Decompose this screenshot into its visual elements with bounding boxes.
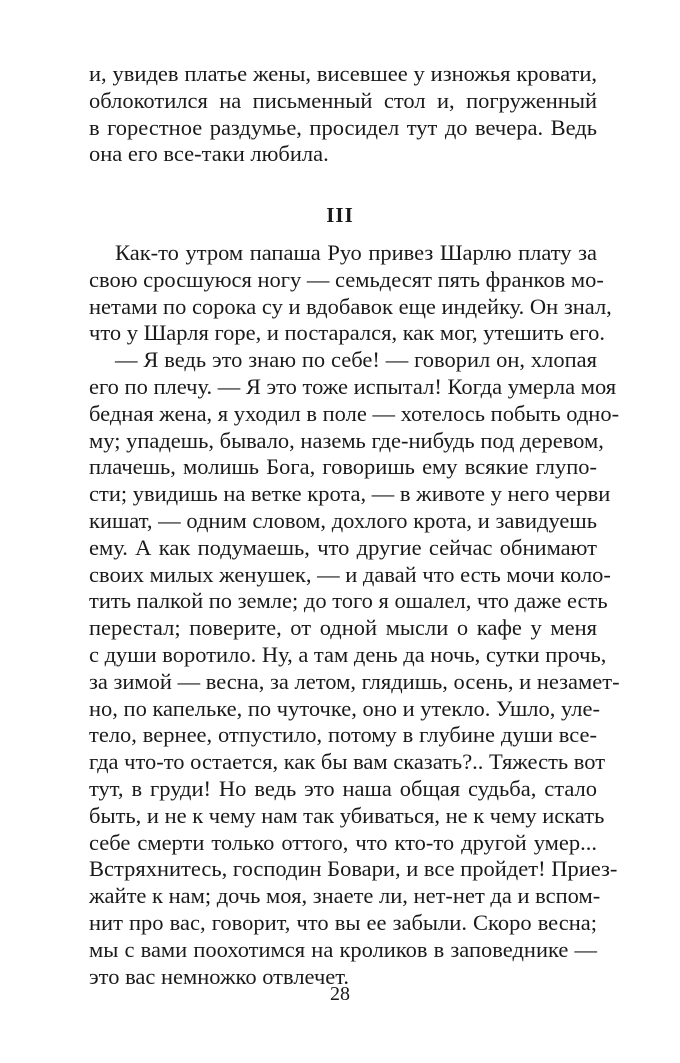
text-line: му; упадешь, бывало, наземь где-нибудь под деревом, [89,427,604,453]
text-line: и, увидев платье жены, висевшее у изножья кровати, [89,61,597,86]
text-line: плачешь, молишь Бога, говоришь ему всякие глупо- [89,454,597,480]
intro-paragraph [89,61,597,168]
text-line: она его все-таки любила. [89,141,329,167]
text-line: тить палкой по земле; до того я ошалел, что даже есть [89,588,608,614]
text-line: ему. А как подумаешь, что другие сейчас обнимают [89,534,597,560]
text-line: что у Шарля горе, и постарался, как мог, утешить его. [89,320,605,346]
text-line: с души воротило. Ну, а там день да ночь, сутки прочь, [89,641,607,667]
text-line: Встряхнитесь, господин Бовари, и все пройдет! Приез- [89,856,618,882]
text-line: но, по капельке, по чуточке, оно и утекло. Ушло, уле- [89,695,601,721]
text-line: себе смерти только оттого, что кто-то другой умер... [89,829,597,855]
text-line: нит про вас, говорит, что вы ее забыли. Скоро весна; [89,909,597,935]
chapter-body [89,240,620,990]
text-line: своих милых женушек, — и давай что есть мочи коло- [89,561,611,587]
text-line: нетами по сорока су и вдобавок еще индейку. Он знал, [89,293,612,319]
text-line: это вас немножко отвлечет. [89,963,350,989]
text-line: сти; увидишь на ветке крота, — в животе у него черви [89,481,611,507]
text-line: — Я ведь это знаю по себе! — говорил он, хлопая [115,347,597,373]
text-line: мы с вами поохотимся на кроликов в заповеднике — [89,936,597,962]
page-number: 28 [330,983,350,1005]
text-line: кишат, — одним словом, дохлого крота, и завидуешь [89,507,597,533]
text-line: перестал; поверите, от одной мысли о кафе у меня [89,615,597,641]
text-line: Как-то утром папаша Руо привез Шарлю плату за [115,240,597,265]
text-line: за зимой — весна, за летом, глядишь, осень, и незамет- [89,668,620,694]
text-line: тут, в груди! Но ведь это наша общая судьба, стало [89,775,597,801]
text-line: его по плечу. — Я это тоже испытал! Когда умерла моя [89,373,617,399]
text-line: в горестное раздумье, просидел тут до вечера. Ведь [89,114,597,140]
text-line: жайте к нам; дочь моя, знаете ли, нет-нет да и вспом- [89,883,601,909]
text-line: свою сросшуюся ногу — семьдесят пять франков мо- [89,266,604,292]
text-line: облокотился на письменный стол и, погруженный [89,87,597,113]
text-line: гда что-то остается, как бы вам сказать?.. Тяжесть вот [89,749,606,775]
text-line: тело, вернее, отпустило, потому в глубине души все- [89,722,597,748]
text-line: бедная жена, я уходил в поле — хотелось побыть одно- [89,400,620,426]
text-line: быть, и не к чему нам так убиваться, не к чему искать [89,802,605,828]
chapter-heading: III [326,203,354,227]
